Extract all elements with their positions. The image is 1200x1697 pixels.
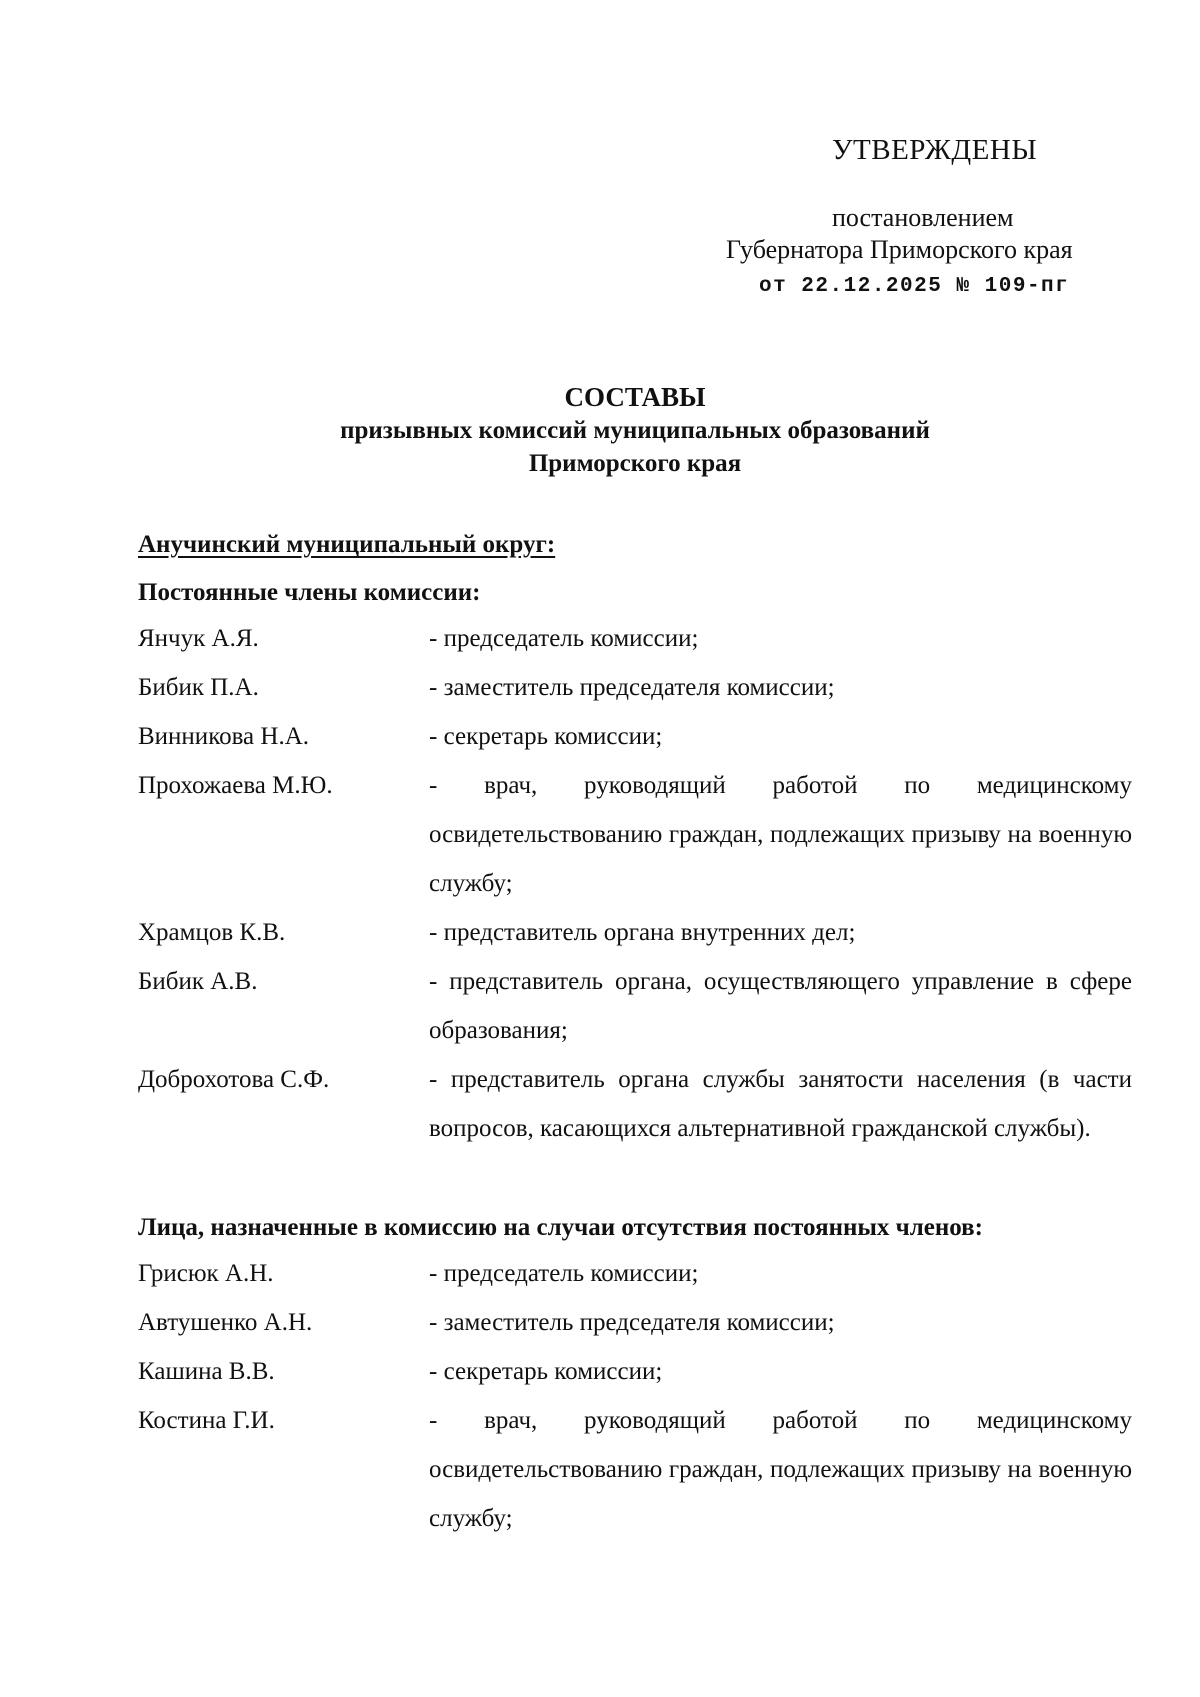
member-role: - представитель органа, осуществляющего управление в сфере образования; bbox=[429, 968, 1132, 1044]
permanent-members-title: Постоянные члены комиссии: bbox=[138, 579, 481, 606]
member-row bbox=[138, 1055, 1132, 1153]
substitute-members-list bbox=[138, 1249, 1132, 1543]
member-role: - врач, руководящий работой по медицинскому освидетельствованию граждан, подлежащих призыву на военную службу; bbox=[429, 1407, 1132, 1532]
approval-date-number: от 22.12.2025 № 109-пг bbox=[759, 275, 1070, 298]
member-role: - председатель комиссии; bbox=[429, 625, 699, 652]
member-name: Бибик П.А. bbox=[138, 674, 259, 701]
member-row bbox=[138, 1298, 1132, 1347]
member-name: Бибик А.В. bbox=[138, 968, 258, 995]
member-role: - заместитель председателя комиссии; bbox=[429, 1309, 835, 1336]
member-row bbox=[138, 908, 1132, 957]
member-name: Храмцов К.В. bbox=[138, 919, 286, 946]
member-row bbox=[138, 1396, 1132, 1543]
member-row bbox=[138, 761, 1132, 908]
member-name: Кашина В.В. bbox=[138, 1358, 275, 1385]
member-role: - секретарь комиссии; bbox=[429, 723, 663, 750]
member-name: Костина Г.И. bbox=[138, 1407, 275, 1434]
member-row bbox=[138, 712, 1132, 761]
member-row bbox=[138, 663, 1132, 712]
member-role: - секретарь комиссии; bbox=[429, 1358, 663, 1385]
approval-title: УТВЕРЖДЕНЫ bbox=[832, 134, 1038, 166]
member-role: - представитель органа внутренних дел; bbox=[429, 919, 856, 946]
member-name: Прохожаева М.Ю. bbox=[138, 772, 333, 799]
district-title: Анучинский муниципальный округ: bbox=[138, 531, 556, 558]
member-row bbox=[138, 1249, 1132, 1298]
member-role: - представитель органа службы занятости населения (в части вопросов, касающихся альтернативной гражданской службы). bbox=[429, 1066, 1132, 1142]
member-role: - заместитель председателя комиссии; bbox=[429, 674, 835, 701]
heading-subtitle-line2: Приморского края bbox=[528, 450, 742, 477]
substitute-members-title: Лица, назначенные в комиссию на случаи отсутствия постоянных членов: bbox=[138, 1214, 983, 1241]
document-body bbox=[138, 530, 1132, 1543]
member-name: Винникова Н.А. bbox=[138, 723, 309, 750]
member-name: Грисюк А.Н. bbox=[138, 1260, 274, 1287]
member-row bbox=[138, 614, 1132, 663]
permanent-members-list bbox=[138, 614, 1132, 1153]
member-name: Янчук А.Я. bbox=[138, 625, 259, 652]
approval-line-governor: Губернатора Приморского края bbox=[726, 235, 1073, 264]
member-role: - врач, руководящий работой по медицинскому освидетельствованию граждан, подлежащих призыву на военную службу; bbox=[429, 772, 1132, 897]
member-role: - председатель комиссии; bbox=[429, 1260, 699, 1287]
member-row bbox=[138, 957, 1132, 1055]
member-row bbox=[138, 1347, 1132, 1396]
member-name: Доброхотова С.Ф. bbox=[138, 1066, 330, 1093]
heading-title: СОСТАВЫ bbox=[564, 382, 706, 412]
approval-block bbox=[0, 0, 1200, 320]
member-name: Автушенко А.Н. bbox=[138, 1309, 313, 1336]
document-heading bbox=[0, 380, 1200, 480]
heading-subtitle-line1: призывных комиссий муниципальных образований bbox=[340, 417, 930, 444]
approval-line-resolution: постановлением bbox=[832, 203, 1014, 232]
